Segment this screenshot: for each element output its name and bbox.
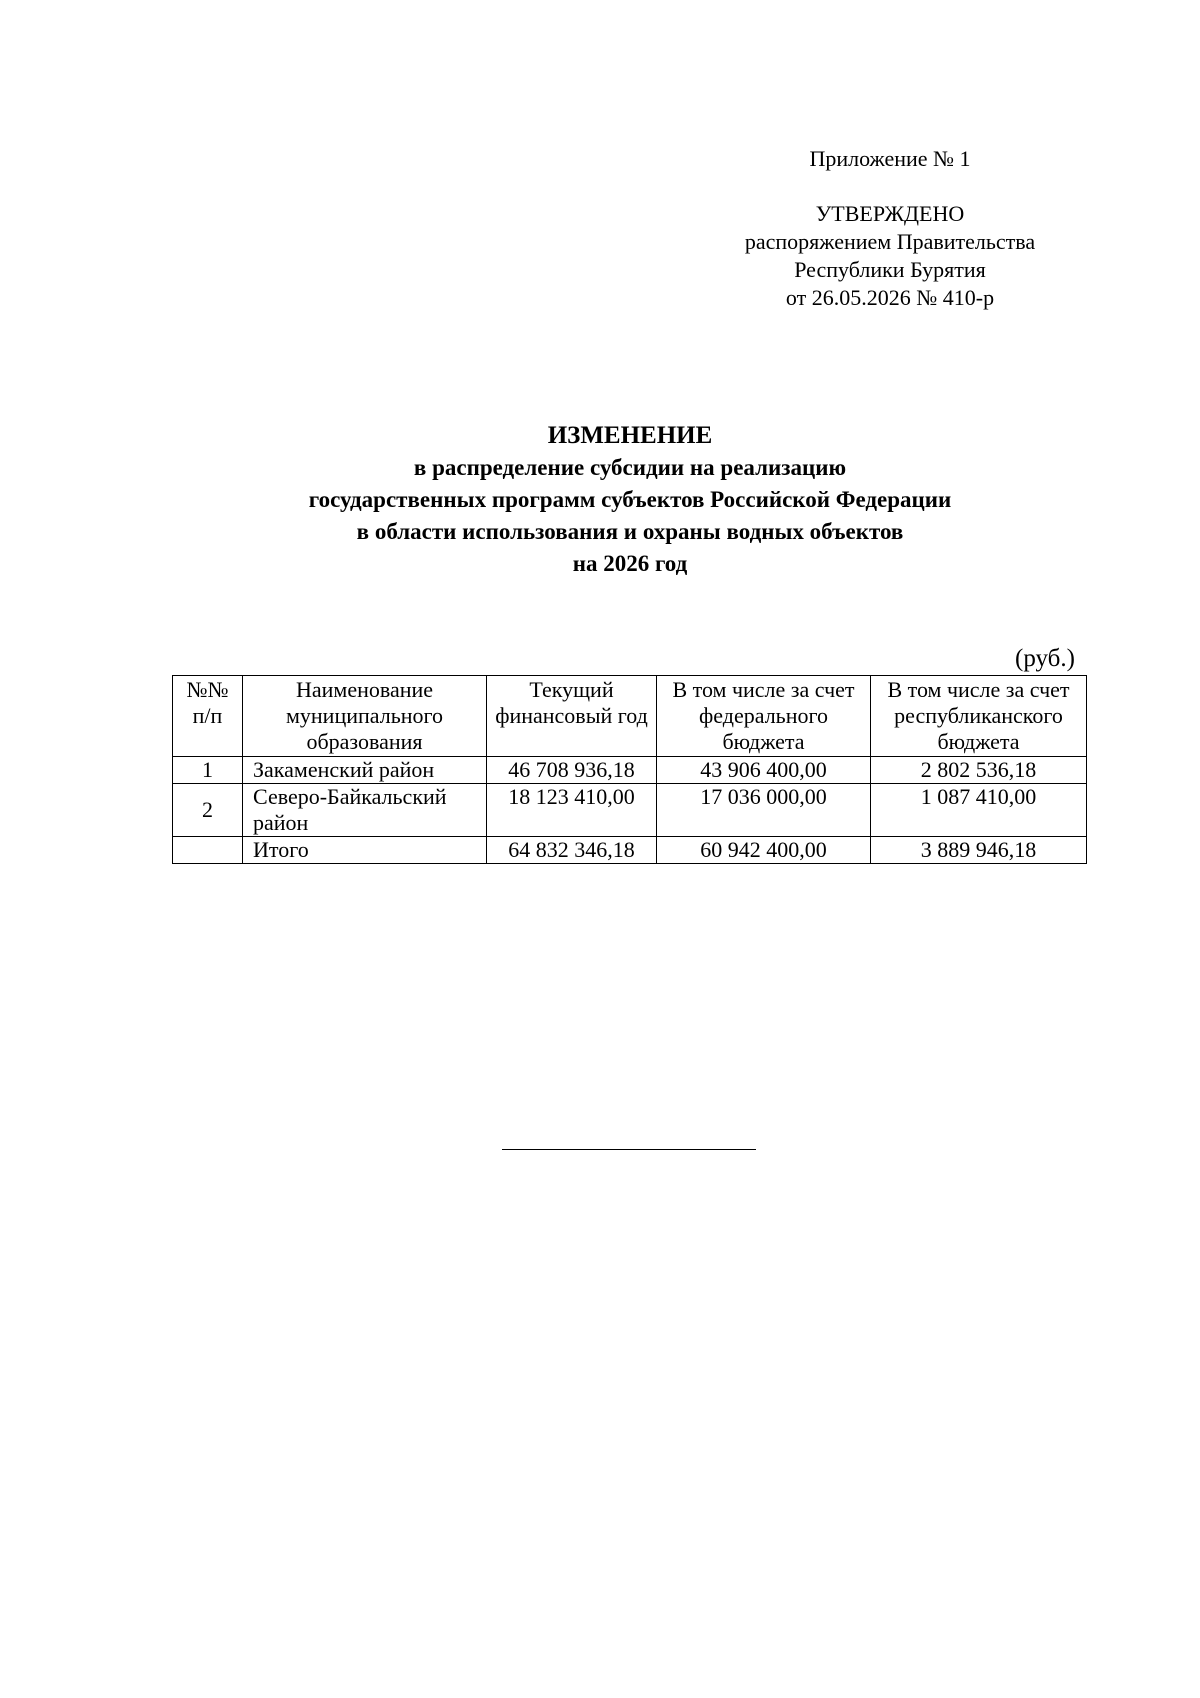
federal-amount: 17 036 000,00 <box>657 784 871 837</box>
header-number: №№ п/п <box>173 676 243 757</box>
title-main: ИЗМЕНЕНИЕ <box>547 422 713 449</box>
approval-authority: распоряжением Правительства <box>744 229 1036 254</box>
table-row <box>173 757 1087 784</box>
header-republican: В том числе за счет республиканского бюджета <box>871 676 1087 757</box>
current-year-amount: 46 708 936,18 <box>487 757 657 784</box>
total-federal: 60 942 400,00 <box>657 837 871 864</box>
municipality-name: Северо-Байкальский район <box>243 784 487 837</box>
approval-region: Республики Бурятия <box>794 257 986 282</box>
current-year-amount: 18 123 410,00 <box>487 784 657 837</box>
republican-amount: 2 802 536,18 <box>871 757 1087 784</box>
row-number <box>173 837 243 864</box>
header-municipality: Наименование муниципального образования <box>243 676 487 757</box>
municipality-name: Закаменский район <box>243 757 487 784</box>
annex-number: Приложение № 1 <box>809 146 971 171</box>
approval-heading: УТВЕРЖДЕНО <box>815 201 965 226</box>
row-number: 1 <box>173 757 243 784</box>
title-line-2: государственных программ субъектов Российской Федерации <box>308 487 952 512</box>
document-title <box>0 420 1200 580</box>
total-republican: 3 889 946,18 <box>871 837 1087 864</box>
title-line-4: на 2026 год <box>572 551 688 576</box>
approval-stamp <box>700 200 1080 312</box>
header-federal: В том числе за счет федерального бюджета <box>657 676 871 757</box>
table-total-row <box>173 837 1087 864</box>
subsidy-table <box>172 675 1087 864</box>
table-header-row <box>173 676 1087 757</box>
title-line-3: в области использования и охраны водных объектов <box>356 519 904 544</box>
table-row <box>173 784 1087 837</box>
header-current-year: Текущий финансовый год <box>487 676 657 757</box>
republican-amount: 1 087 410,00 <box>871 784 1087 837</box>
row-number: 2 <box>173 784 243 837</box>
total-current-year: 64 832 346,18 <box>487 837 657 864</box>
approval-date: от 26.05.2026 № 410-р <box>785 285 995 310</box>
total-label: Итого <box>243 837 487 864</box>
title-line-1: в распределение субсидии на реализацию <box>413 455 847 480</box>
currency-unit: (руб.) <box>1015 645 1075 672</box>
federal-amount: 43 906 400,00 <box>657 757 871 784</box>
closing-rule <box>502 1149 756 1150</box>
